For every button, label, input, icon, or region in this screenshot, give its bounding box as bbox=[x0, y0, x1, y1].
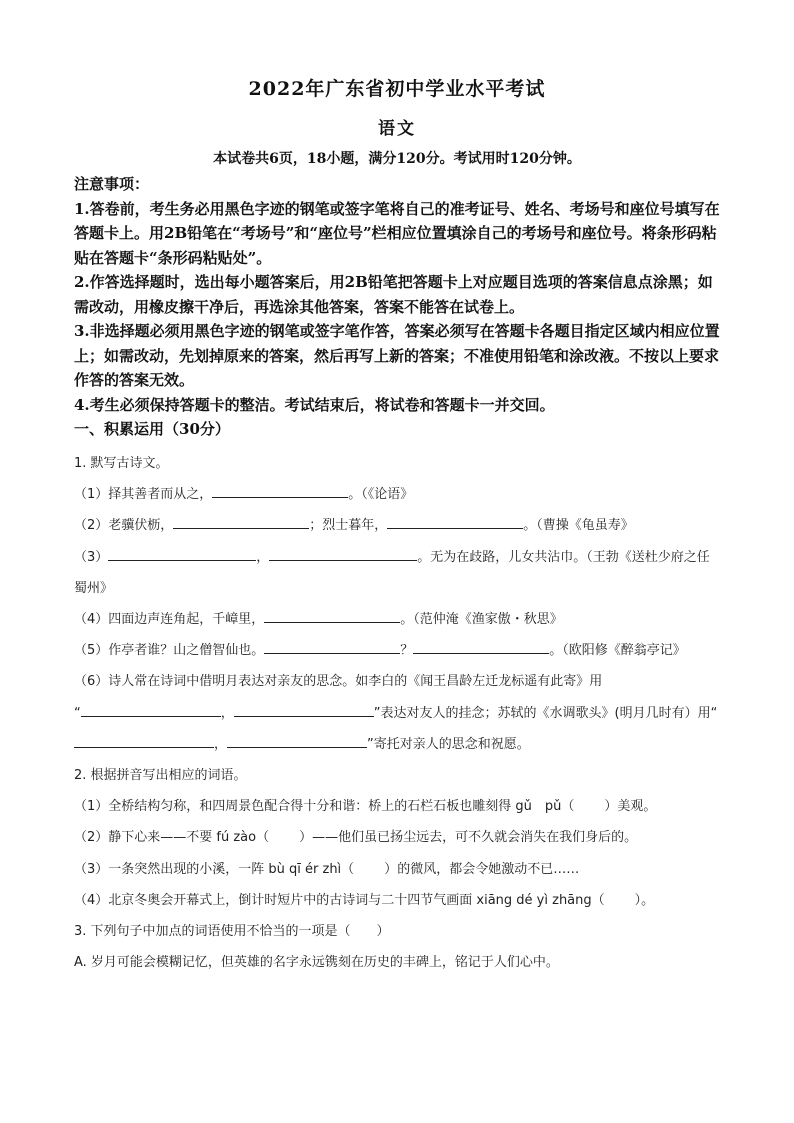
answer-blank[interactable] bbox=[387, 513, 523, 529]
text-segment: 。（欧阳修《醉翁亭记》 bbox=[549, 643, 686, 659]
text-segment: （3）一条突然出现的小溪，一阵 bù qī ér zhì（ bbox=[74, 861, 355, 877]
text-segment: （4）北京冬奥会开幕式上，倒计时短片中的古诗词与二十四节气画面 xiāng dé yì zhāng（ bbox=[74, 892, 605, 908]
text-segment: （2）静下心来——不要 fú zào（ bbox=[74, 830, 270, 846]
text-segment: （2）老骥伏枥， bbox=[74, 518, 174, 534]
notice-item-4: 4.考生必须保持答题卡的整洁。考试结束后，将试卷和答题卡一并交回。 bbox=[74, 395, 555, 414]
text-segment: ， bbox=[214, 736, 228, 752]
question-3-option-a: A. 岁月可能会模糊记忆，但英雄的名字永远镌刻在历史的丰碑上，铭记于人们心中。 bbox=[74, 955, 559, 971]
notice-item-2: 2.作答选择题时，选出每小题答案后，用2B铅笔把答题卡上对应题目选项的答案信息点涂黑；如需改动，用橡皮擦干净后，再选涂其他答案，答案不能答在试卷上。 bbox=[74, 273, 713, 316]
answer-blank[interactable] bbox=[234, 701, 374, 717]
question-2-item-4 bbox=[74, 885, 722, 916]
text-segment: （1）全桥结构匀称，和四周景色配合得十分和谐：桥上的石栏石板也雕刻得 gǔ pǔ（ bbox=[74, 799, 575, 815]
answer-blank[interactable] bbox=[264, 607, 400, 623]
question-1-part-4 bbox=[74, 604, 722, 635]
text-segment: “ bbox=[74, 705, 81, 721]
subject-heading: 语文 bbox=[378, 119, 416, 139]
text-segment: ）美观。 bbox=[604, 799, 657, 815]
answer-blank[interactable] bbox=[269, 545, 417, 561]
answer-blank[interactable] bbox=[227, 732, 367, 748]
text-segment: 。（《论语》 bbox=[348, 487, 414, 503]
question-1-part-3 bbox=[74, 542, 722, 604]
question-2-stem: 2. 根据拼音写出相应的词语。 bbox=[74, 768, 247, 784]
text-segment: ”表达对友人的挂念；苏轼的《水调歌头》(明月几时有）用“ bbox=[373, 705, 718, 721]
question-2-item-3 bbox=[74, 854, 722, 885]
question-body bbox=[74, 448, 722, 978]
text-segment: ）——他们虽已扬尘远去，可不久就会消失在我们身后的。 bbox=[299, 830, 638, 846]
answer-blank[interactable] bbox=[173, 513, 309, 529]
text-segment: ”寄托对亲人的思念和祝愿。 bbox=[367, 736, 530, 752]
answer-blank[interactable] bbox=[413, 638, 549, 654]
question-1-stem: 1. 默写古诗文。 bbox=[74, 456, 169, 471]
text-segment: ；烈士暮年， bbox=[309, 518, 388, 534]
exam-title: 2022年广东省初中学业水平考试 bbox=[248, 78, 546, 100]
notice-heading: 注意事项： bbox=[74, 175, 150, 193]
question-1-part-2 bbox=[74, 510, 722, 541]
text-segment: ）。 bbox=[634, 892, 655, 908]
answer-blank[interactable] bbox=[212, 482, 348, 498]
text-segment: （1）择其善者而从之， bbox=[74, 487, 213, 503]
answer-blank[interactable] bbox=[264, 638, 400, 654]
text-segment: 。（曹操《龟虽寿》 bbox=[523, 518, 634, 534]
text-segment: ？ bbox=[400, 643, 414, 659]
exam-summary: 本试卷共6页，18小题，满分120分。考试用时120分钟。 bbox=[213, 151, 581, 167]
text-segment: （6）诗人常在诗词中借明月表达对亲友的思念。如李白的《闻王昌龄左迁龙标遥有此寄》用 bbox=[74, 674, 603, 690]
text-segment: 。无为在歧路，儿女共沾巾。（王勃《送杜少府之任蜀州》 bbox=[74, 549, 710, 596]
answer-blank[interactable] bbox=[108, 545, 256, 561]
question-3-stem: 3. 下列句子中加点的词语使用不恰当的一项是（ ） bbox=[74, 924, 390, 940]
text-segment: ， bbox=[256, 549, 270, 565]
notice-item-1: 1.答卷前，考生务必用黑色字迹的钢笔或签字笔将自己的准考证号、姓名、考场号和座位号填写在答题卡上。用2B铅笔在“考场号”和“座位号”栏相应位置填涂自己的考场号和座位号。将条形码粘贴在答题卡“条形码粘贴处”。 bbox=[74, 199, 720, 267]
section-heading: 一、积累运用（30分） bbox=[74, 420, 230, 438]
question-1-part-6 bbox=[74, 666, 722, 760]
question-2-item-2 bbox=[74, 822, 722, 853]
answer-blank[interactable] bbox=[74, 732, 214, 748]
question-2-item-1 bbox=[74, 791, 722, 822]
text-segment: （3） bbox=[74, 549, 109, 565]
notice-item-3: 3.非选择题必须用黑色字迹的钢笔或签字笔作答，答案必须写在答题卡各题目指定区域内相应位置上；如需改动，先划掉原来的答案，然后再写上新的答案；不准使用铅笔和涂改液。不按以上要求作答的答案无效。 bbox=[74, 322, 720, 389]
notice-block bbox=[74, 172, 726, 442]
text-segment: （4）四面边声连角起，千嶂里， bbox=[74, 612, 265, 628]
text-segment: ， bbox=[220, 705, 234, 721]
text-segment: ）的微风，都会令她激动不已…… bbox=[384, 861, 580, 877]
question-1-part-1 bbox=[74, 479, 722, 510]
text-segment: （5）作亭者谁？山之僧智仙也。 bbox=[74, 643, 265, 659]
question-1-part-5 bbox=[74, 635, 722, 666]
answer-blank[interactable] bbox=[81, 701, 221, 717]
text-segment: 。（范仲淹《渔家傲・秋思》 bbox=[400, 612, 563, 628]
